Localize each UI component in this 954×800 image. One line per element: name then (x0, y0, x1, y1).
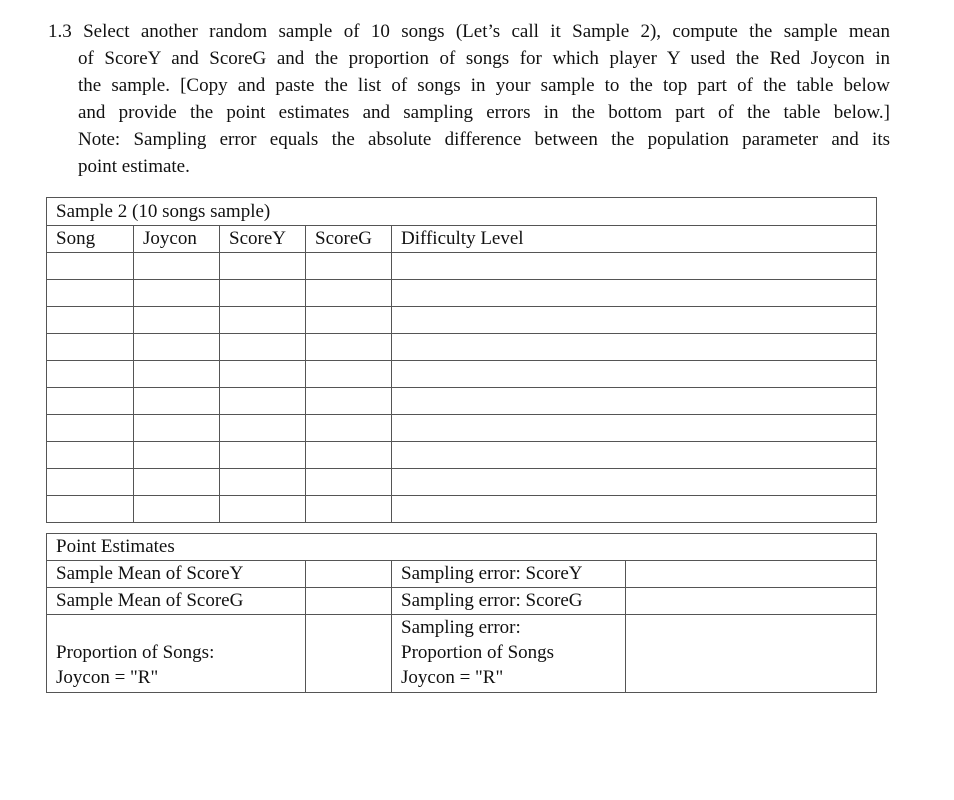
estimate-row-proportion (47, 615, 877, 693)
mean-scoreg-value-cell[interactable] (306, 588, 392, 615)
sample-cell-difficulty[interactable] (392, 307, 877, 334)
sample-cell-song[interactable] (47, 496, 134, 523)
mean-scorey-label: Sample Mean of ScoreY (47, 561, 306, 588)
sample-cell-song[interactable] (47, 280, 134, 307)
sample-row (47, 280, 877, 307)
sample-cell-difficulty[interactable] (392, 388, 877, 415)
mean-scoreg-label: Sample Mean of ScoreG (47, 588, 306, 615)
sample-cell-difficulty[interactable] (392, 280, 877, 307)
error-proportion-value-cell[interactable] (626, 615, 877, 693)
sample-cell-scoreg[interactable] (306, 415, 392, 442)
sample-cell-scoreg[interactable] (306, 307, 392, 334)
proportion-label-line: Proportion of Songs: (56, 642, 215, 663)
error-scorey-value-cell[interactable] (626, 561, 877, 588)
error-proportion-label-line: Joycon = "R" (401, 667, 504, 688)
sample-cell-song[interactable] (47, 307, 134, 334)
sample-cell-difficulty[interactable] (392, 469, 877, 496)
sample-cell-song[interactable] (47, 388, 134, 415)
sample-cell-scoreg[interactable] (306, 361, 392, 388)
question-line: Note: Sampling error equals the absolute difference between the population parameter and its (78, 129, 890, 150)
sample-cell-joycon[interactable] (134, 307, 220, 334)
sample-cell-scorey[interactable] (220, 334, 306, 361)
error-proportion-label-line: Proportion of Songs (401, 642, 555, 663)
column-header-scorey: ScoreY (220, 226, 306, 253)
sample-cell-scoreg[interactable] (306, 280, 392, 307)
sample-cell-scorey[interactable] (220, 253, 306, 280)
error-proportion-label (392, 615, 626, 693)
sample-cell-song[interactable] (47, 361, 134, 388)
column-header-joycon: Joycon (134, 226, 220, 253)
sample-cell-song[interactable] (47, 415, 134, 442)
sample-cell-scorey[interactable] (220, 280, 306, 307)
estimates-title-row (47, 534, 877, 561)
column-header-song: Song (47, 226, 134, 253)
sample-cell-scorey[interactable] (220, 307, 306, 334)
sample-cell-difficulty[interactable] (392, 496, 877, 523)
sample-row (47, 307, 877, 334)
error-scorey-label: Sampling error: ScoreY (392, 561, 626, 588)
sample-cell-scoreg[interactable] (306, 469, 392, 496)
proportion-value-cell[interactable] (306, 615, 392, 693)
proportion-label-line: Joycon = "R" (56, 667, 159, 688)
sample-cell-scoreg[interactable] (306, 334, 392, 361)
sample-cell-scoreg[interactable] (306, 388, 392, 415)
sample-cell-scorey[interactable] (220, 388, 306, 415)
sample-row (47, 442, 877, 469)
error-proportion-label-line: Sampling error: (401, 617, 521, 638)
error-scoreg-value-cell[interactable] (626, 588, 877, 615)
sample-cell-difficulty[interactable] (392, 415, 877, 442)
sample-cell-song[interactable] (47, 442, 134, 469)
question-line: point estimate. (78, 156, 190, 177)
sample-row (47, 496, 877, 523)
sample-cell-song[interactable] (47, 334, 134, 361)
sample-cell-song[interactable] (47, 253, 134, 280)
sample-cell-scoreg[interactable] (306, 496, 392, 523)
mean-scorey-value-cell[interactable] (306, 561, 392, 588)
sample-cell-joycon[interactable] (134, 253, 220, 280)
sample-cell-joycon[interactable] (134, 334, 220, 361)
sample-cell-song[interactable] (47, 469, 134, 496)
sample-cell-difficulty[interactable] (392, 361, 877, 388)
estimate-row-mean-y (47, 561, 877, 588)
sample-cell-difficulty[interactable] (392, 253, 877, 280)
question-text (48, 18, 890, 180)
estimate-row-mean-g (47, 588, 877, 615)
column-header-scoreg: ScoreG (306, 226, 392, 253)
sample-cell-scorey[interactable] (220, 415, 306, 442)
question-line: of ScoreY and ScoreG and the proportion of songs for which player Y used the Red Joycon in (78, 48, 890, 69)
error-scoreg-label: Sampling error: ScoreG (392, 588, 626, 615)
sample-cell-joycon[interactable] (134, 388, 220, 415)
sample-cell-joycon[interactable] (134, 469, 220, 496)
sample-header-row (47, 226, 877, 253)
sample-cell-scorey[interactable] (220, 496, 306, 523)
sample-cell-joycon[interactable] (134, 442, 220, 469)
sample-title-row (47, 198, 877, 226)
sample-cell-difficulty[interactable] (392, 442, 877, 469)
sample-cell-joycon[interactable] (134, 415, 220, 442)
sample-table-title: Sample 2 (10 songs sample) (47, 198, 877, 226)
question-line: and provide the point estimates and sampling errors in the bottom part of the table below.] (78, 102, 890, 123)
sample-cell-scoreg[interactable] (306, 442, 392, 469)
sample-row (47, 388, 877, 415)
question-line: 1.3 Select another random sample of 10 songs (Let’s call it Sample 2), compute the sample mean (48, 21, 890, 42)
sample-cell-scoreg[interactable] (306, 253, 392, 280)
estimates-title: Point Estimates (47, 534, 877, 561)
sample-cell-scorey[interactable] (220, 469, 306, 496)
sample-row (47, 334, 877, 361)
column-header-difficulty: Difficulty Level (392, 226, 877, 253)
sample-cell-joycon[interactable] (134, 496, 220, 523)
estimates-table (46, 533, 877, 693)
sample-table (46, 197, 877, 523)
sample-cell-joycon[interactable] (134, 361, 220, 388)
question-line: the sample. [Copy and paste the list of songs in your sample to the top part of the table below (78, 75, 890, 96)
sample-row (47, 361, 877, 388)
proportion-label (47, 615, 306, 693)
sample-row (47, 415, 877, 442)
sample-cell-joycon[interactable] (134, 280, 220, 307)
sample-row (47, 469, 877, 496)
sample-cell-scorey[interactable] (220, 361, 306, 388)
sample-row (47, 253, 877, 280)
sample-cell-difficulty[interactable] (392, 334, 877, 361)
sample-cell-scorey[interactable] (220, 442, 306, 469)
